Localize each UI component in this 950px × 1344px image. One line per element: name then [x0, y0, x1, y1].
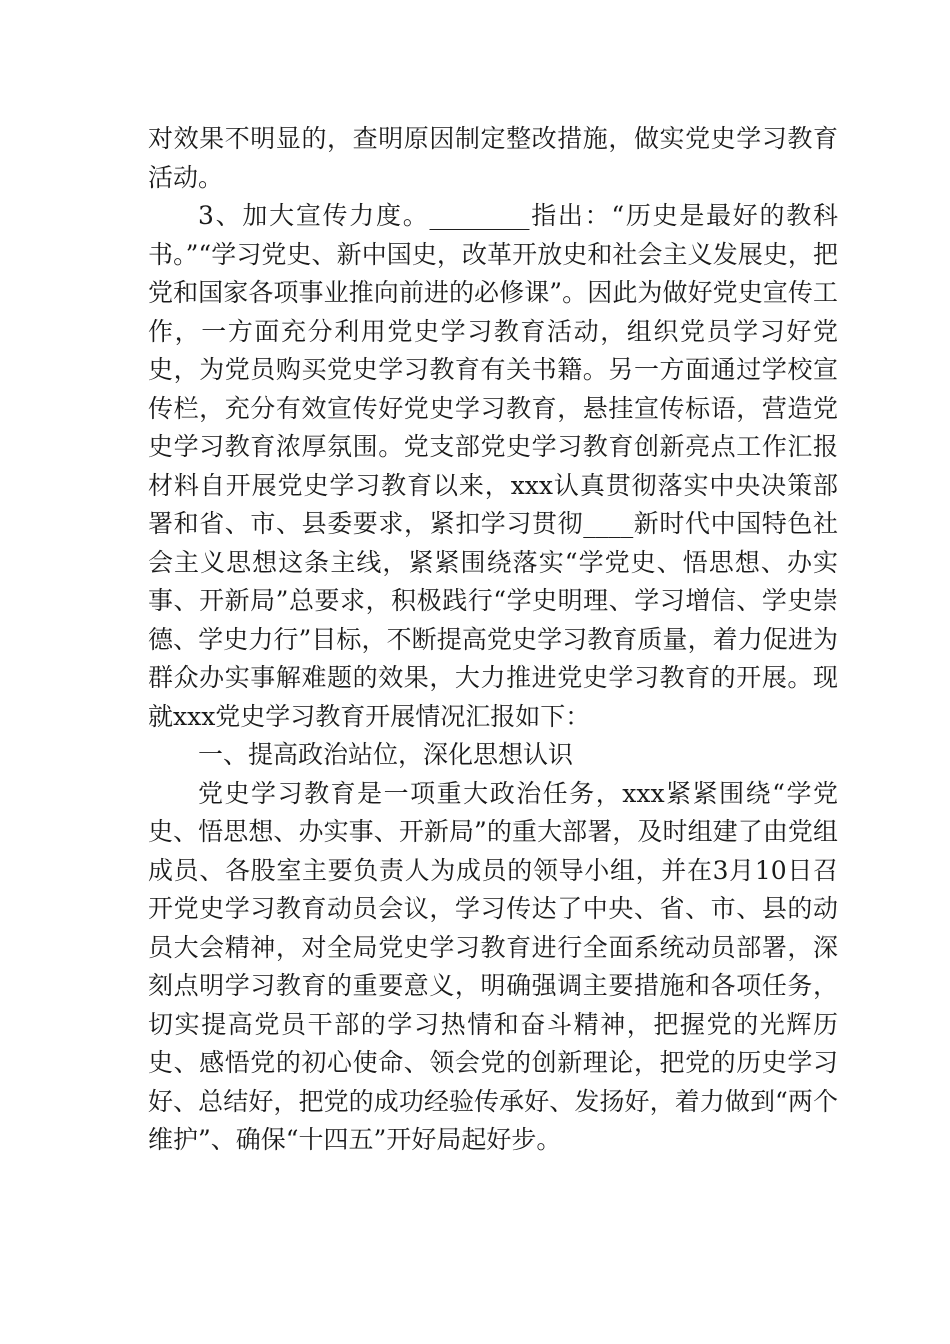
paragraph-political-stance: 党史学习教育是一项重大政治任务，xxx紧紧围绕“学党史、悟思想、办实事、开新局”的重大部署，及时组建了由党组成员、各股室主要负责人为成员的领导小组，并在3月10日召开党史学习教育动员会议，学习传达了中央、省、市、县的动员大会精神，对全局党史学习教育进行全面系统动员部署，深刻点明学习教育的重要意义，明确强调主要措施和各项任务，切实提高党员干部的学习热情和奋斗精神，把握党的光辉历史、感悟党的初心使命、领会党的创新理论，把党的历史学习好、总结好，把党的成功经验传承好、发扬好，着力做到“两个维护”、确保“十四五”开好局起好步。	[148, 778, 838, 1154]
section-heading: 一、提高政治站位，深化思想认识	[198, 740, 574, 769]
paragraph-publicity: 3、加大宣传力度。________指出：“历史是最好的教科书。”“学习党史、新中国史，改革开放史和社会主义发展史，把党和国家各项事业推向前进的必修课”。因此为做好党史宣传工作，一方面充分利用党史学习教育活动，组织党员学习好党史，为党员购买党史学习教育有关书籍。另一方面通过学校宣传栏，充分有效宣传好党史学习教育，悬挂宣传标语，营造党史学习教育浓厚氛围。党支部党史学习教育创新亮点工作汇报材料自开展党史学习教育以来，xxx认真贯彻落实中央决策部署和省、市、县委要求，紧扣学习贯彻____新时代中国特色社会主义思想这条主线，紧紧围绕落实“学党史、悟思想、办实事、开新局”总要求，积极践行“学史明理、学习增信、学史崇德、学史力行”目标，不断提高党史学习教育质量，着力促进为群众办实事解难题的效果，大力推进党史学习教育的开展。现就xxx党史学习教育开展情况汇报如下：	[148, 201, 838, 731]
document-body	[148, 120, 838, 1160]
paragraph-continuation: 对效果不明显的，查明原因制定整改措施，做实党史学习教育活动。	[148, 124, 838, 192]
